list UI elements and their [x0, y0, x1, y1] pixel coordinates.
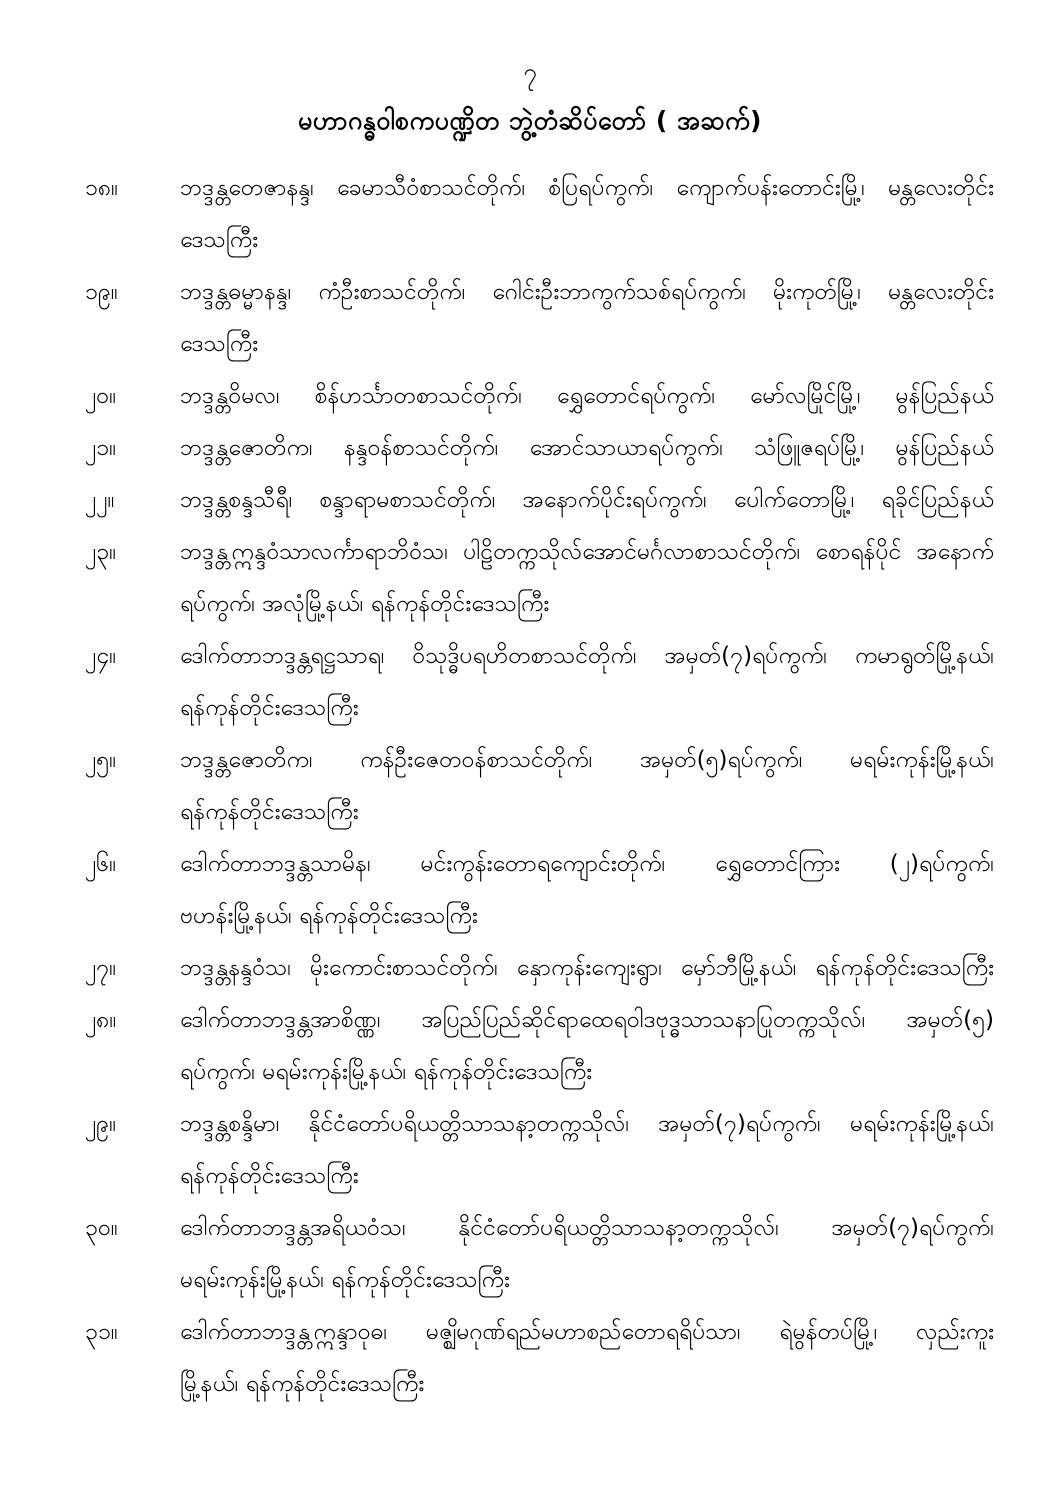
item-line: ရန်ကုန်တိုင်းဒေသကြီး: [180, 695, 359, 721]
item-lines: [180, 266, 994, 370]
item-line: ဗဟန်းမြို့နယ်၊ ရန်ကုန်တိုင်းဒေသကြီး: [180, 903, 478, 929]
item-lines: [180, 942, 994, 994]
item-line: မရမ်းကုန်းမြို့နယ်၊ ရန်ကုန်တိုင်းဒေသကြီး: [180, 1267, 510, 1293]
item-line: ရန်ကုန်တိုင်းဒေသကြီး: [180, 1163, 359, 1189]
item-number: ၂၅။: [85, 747, 117, 773]
item-number: ၃၁။: [85, 1319, 118, 1345]
item-line: ဒေသကြီး: [180, 331, 259, 357]
item-lines: [180, 630, 994, 734]
item-line: ဘဒ္ဒန္တဝိမလ၊ စိန်ဟင်္သာတစာသင်တိုက်၊ ရွှေတောင်ရပ်ကွက်၊ မော်လမြိုင်မြို့၊ မွန်ပြည်နယ်: [180, 383, 994, 409]
item-lines: [180, 474, 994, 526]
item-lines: [180, 370, 994, 422]
item-number: ၂၃။: [85, 539, 117, 565]
item-lines: [180, 734, 994, 838]
item-lines: [180, 422, 994, 474]
list-item: [85, 474, 994, 526]
list-item: [85, 734, 994, 838]
page-title: မဟာဂန္ဓဝါစကပဏ္ဍိတ ဘွဲ့တံဆိပ်တော် ( အဆက်): [298, 106, 762, 135]
item-line: ရပ်ကွက်၊ မရမ်းကုန်းမြို့နယ်၊ ရန်ကုန်တိုင်းဒေသကြီး: [180, 1059, 593, 1085]
item-line: ဒေါက်တာဘဒ္ဒန္တအရိယဝံသ၊ နိုင်ငံတော်ပရိယတ္တိသာသနာ့တက္ကသိုလ်၊ အမှတ်(၇)ရပ်ကွက်၊: [180, 1215, 994, 1241]
item-number: ၂၆။: [85, 851, 117, 877]
item-number: ၂၉။: [85, 1111, 117, 1137]
item-number: ၂၄။: [85, 643, 117, 669]
item-lines: [180, 1306, 994, 1410]
list-item: [85, 162, 994, 266]
list-item: [85, 942, 994, 994]
item-lines: [180, 1202, 994, 1306]
item-number: ၂၁။: [85, 435, 117, 461]
item-line: ဘဒ္ဒန္တဓမ္မာနန္ဒ၊ ကံဦးစာသင်တိုက်၊ ဂေါင်းဦးဘာကွက်သစ်ရပ်ကွက်၊ မိုးကုတ်မြို့၊ မန္တလေးတိုင်း: [180, 279, 994, 305]
item-line: ဒေါက်တာဘဒ္ဒန္တရဋ္ဌသာရ၊ ဝိသုဒ္ဓိပရဟိတစာသင်တိုက်၊ အမှတ်(၇)ရပ်ကွက်၊ ကမာရွတ်မြို့နယ်၊: [180, 643, 994, 669]
item-line: ဘဒ္ဒန္တစန္ဒိမာ၊ နိုင်ငံတော်ပရိယတ္တိသာသနာ့တက္ကသိုလ်၊ အမှတ်(၇)ရပ်ကွက်၊ မရမ်းကုန်းမြို့နယ်၊: [180, 1111, 994, 1137]
item-lines: [180, 994, 994, 1098]
item-number: ၁၈။: [85, 175, 119, 201]
item-line: ရပ်ကွက်၊ အလုံမြို့နယ်၊ ရန်ကုန်တိုင်းဒေသကြီး: [180, 591, 550, 617]
list-item: [85, 422, 994, 474]
list-item: [85, 266, 994, 370]
list-item: [85, 630, 994, 734]
item-lines: [180, 162, 994, 266]
list-item: [85, 526, 994, 630]
item-line: ဘဒ္ဒန္တဇောတိက၊ နန္ဒဝန်စာသင်တိုက်၊ အောင်သာယာရပ်ကွက်၊ သံဖြူဇရပ်မြို့၊ မွန်ပြည်နယ်: [180, 435, 994, 461]
item-number: ၂၇။: [85, 955, 117, 981]
item-line: ဘဒ္ဒန္တနန္ဒဝံသ၊ မိုးကောင်းစာသင်တိုက်၊ နှောကုန်းကျေးရွာ၊ မှော်ဘီမြို့နယ်၊ ရန်ကုန်တိုင်းဒေသကြီး: [180, 955, 994, 981]
item-line: ဒေါက်တာဘဒ္ဒန္တဣန္ဒာဝုဓ၊ မဇ္ဈိမဂုဏ်ရည်မဟာစည်တောရရိပ်သာ၊ ရဲမွန်တပ်မြို့၊ လှည်းကူး: [180, 1319, 994, 1345]
item-line: ဘဒ္ဒန္တစန္ဒသီရီ၊ စန္ဒာရာမစာသင်တိုက်၊ အနောက်ပိုင်းရပ်ကွက်၊ ပေါက်တောမြို့၊ ရခိုင်ပြည်နယ်: [180, 487, 994, 513]
item-number: ၃၀။: [85, 1215, 118, 1241]
item-lines: [180, 838, 994, 942]
item-number: ၁၉။: [85, 279, 118, 305]
item-line: ဘဒ္ဒန္တတေဇာနန္ဒ၊ ခေမာသီဝံစာသင်တိုက်၊ စံပြရပ်ကွက်၊ ကျောက်ပန်းတောင်းမြို့၊ မန္တလေးတိုင်း: [180, 175, 994, 201]
item-line: ဘဒ္ဒန္တဣန္ဒဝံသာလင်္ကာရာဘိဝံသ၊ ပါဠိတက္ကသိုလ်အောင်မင်္ဂလာစာသင်တိုက်၊ စောရန်ပိုင် အနောက်: [180, 539, 994, 565]
item-line: ဒေသကြီး: [180, 227, 259, 253]
list-item: [85, 1098, 994, 1202]
item-line: ဘဒ္ဒန္တဇောတိက၊ ကန်ဦးဇေတဝန်စာသင်တိုက်၊ အမှတ်(၅)ရပ်ကွက်၊ မရမ်းကုန်းမြို့နယ်၊: [180, 747, 994, 773]
page-number: ၇: [523, 58, 537, 86]
honor-list: [85, 162, 994, 1410]
list-item: [85, 838, 994, 942]
item-number: ၂၈။: [85, 1007, 117, 1033]
item-line: မြို့နယ်၊ ရန်ကုန်တိုင်းဒေသကြီး: [180, 1371, 425, 1397]
item-line: ရန်ကုန်တိုင်းဒေသကြီး: [180, 799, 359, 825]
item-line: ဒေါက်တာဘဒ္ဒန္တအာစိဏ္ဏ၊ အပြည်ပြည်ဆိုင်ရာထေရဝါဒဗုဒ္ဓသာသနာပြုတက္ကသိုလ်၊ အမှတ်(၅): [180, 1007, 994, 1033]
item-lines: [180, 526, 994, 630]
item-lines: [180, 1098, 994, 1202]
item-number: ၂၂။: [85, 487, 115, 513]
list-item: [85, 1202, 994, 1306]
list-item: [85, 1306, 994, 1410]
item-number: ၂၀။: [85, 383, 117, 409]
list-item: [85, 994, 994, 1098]
item-line: ဒေါက်တာဘဒ္ဒန္တသာမိန၊ မင်းကွန်းတောရကျောင်းတိုက်၊ ရွှေတောင်ကြား (၂)ရပ်ကွက်၊: [180, 851, 994, 877]
list-item: [85, 370, 994, 422]
